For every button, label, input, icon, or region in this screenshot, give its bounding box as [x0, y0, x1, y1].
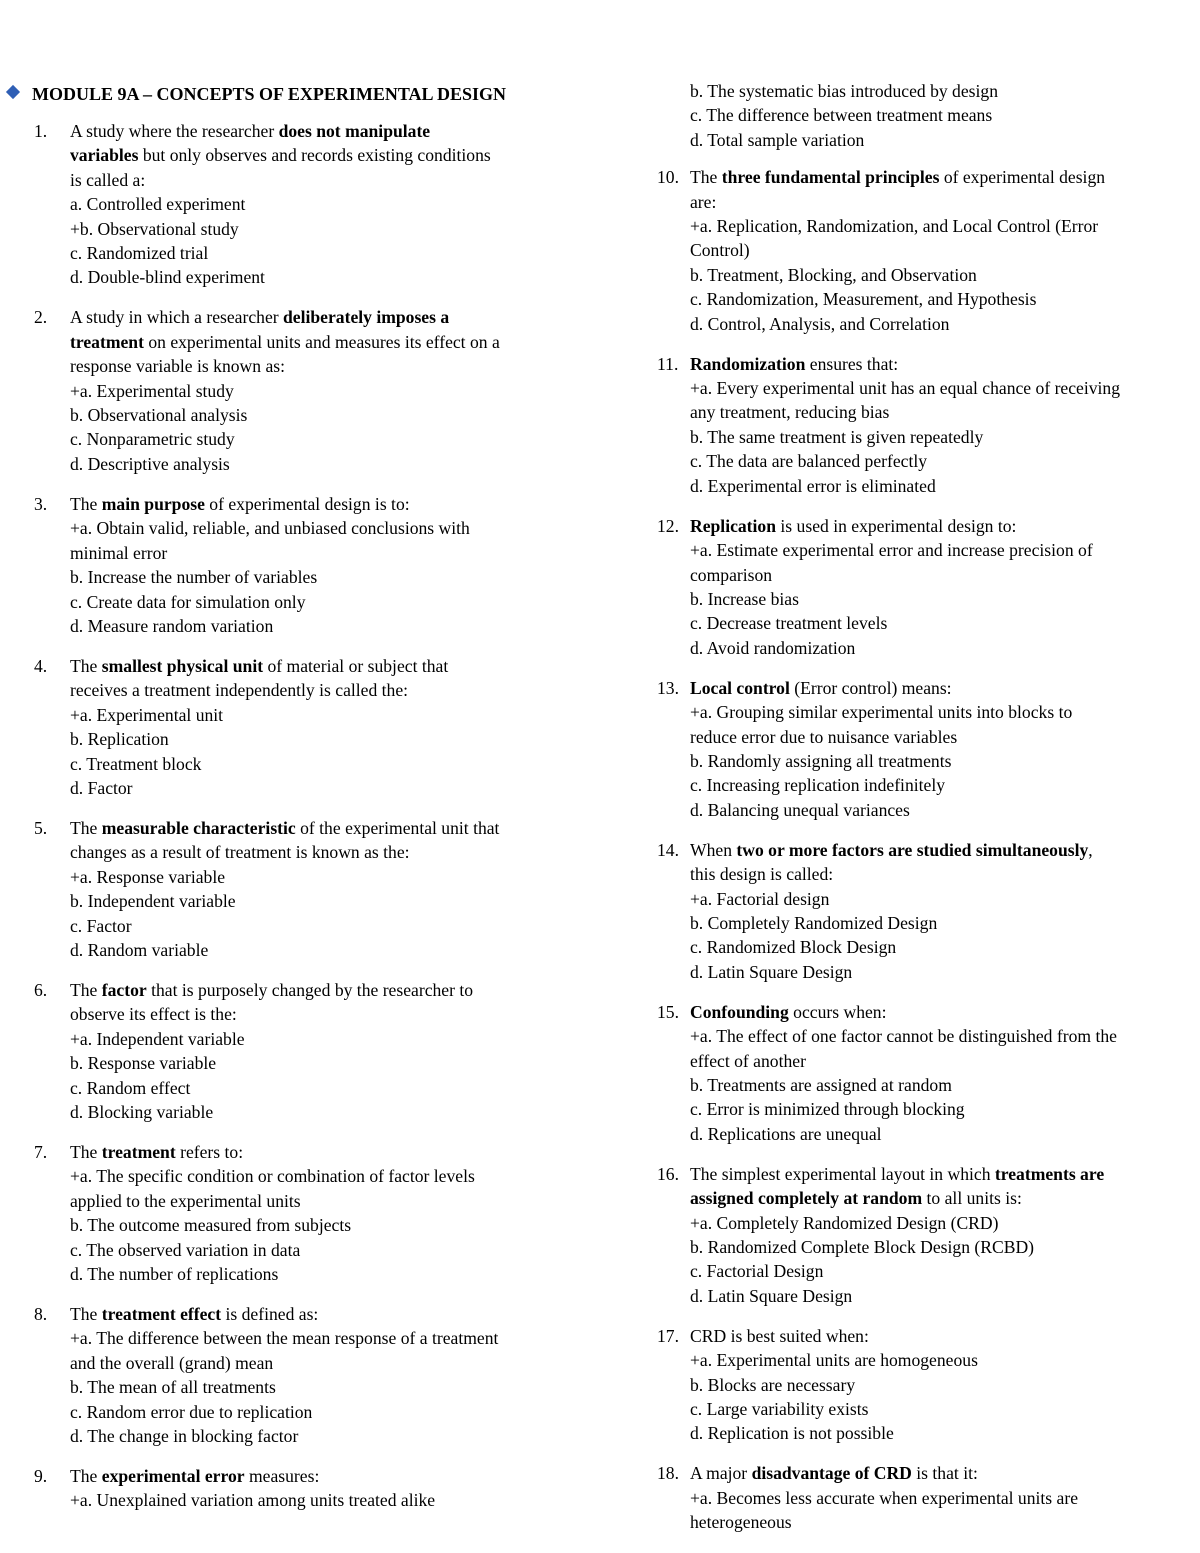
answer-option: +a. Obtain valid, reliable, and unbiased conclusions with: [70, 518, 470, 539]
left-column: [0, 79, 580, 1528]
question-text-bold: treatment: [70, 331, 144, 352]
question-text: The: [70, 979, 102, 1000]
answer-option: b. Blocks are necessary: [690, 1374, 856, 1395]
question-number: 7.: [34, 1142, 48, 1162]
question-number: 6.: [34, 979, 48, 1000]
answer-option: comparison: [690, 564, 773, 585]
answer-option: d. Replication is not possible: [690, 1423, 894, 1444]
answer-option: heterogeneous: [690, 1512, 792, 1533]
question-text-line: [70, 978, 580, 1002]
question-number: 12.: [657, 515, 679, 536]
answer-option: and the overall (grand) mean: [70, 1352, 274, 1373]
question-15: [620, 1000, 1195, 1146]
question-text: response variable is known as:: [70, 356, 285, 377]
answer-option: c. Create data for simulation only: [70, 591, 306, 612]
question-8: [0, 1302, 580, 1448]
answer-option: d. Total sample variation: [690, 129, 865, 150]
answer-option: +a. Replication, Randomization, and Local Control (Error: [690, 216, 1099, 237]
question-text-bold: main purpose: [101, 493, 205, 514]
module-heading: [0, 79, 580, 109]
question-text: The: [70, 493, 102, 514]
question-text-line: [690, 352, 1195, 376]
question-7: [0, 1140, 580, 1286]
answer-option: d. Random variable: [70, 939, 209, 960]
question-16: [620, 1162, 1195, 1308]
answer-option: +a. Experimental study: [70, 380, 234, 401]
answer-option: c. Decrease treatment levels: [690, 613, 888, 634]
answer-option: d. Avoid randomization: [690, 637, 856, 658]
answer-option: c. Nonparametric study: [70, 429, 235, 450]
answer-option: +a. The difference between the mean response of a treatment: [70, 1328, 499, 1349]
question-18: [620, 1461, 1195, 1534]
answer-option: +a. Independent variable: [70, 1028, 245, 1049]
question-number: 14.: [657, 839, 679, 860]
question-text: occurs when:: [788, 1001, 887, 1022]
question-text-line: [690, 676, 1195, 700]
answer-option: b. Independent variable: [70, 891, 236, 912]
question-text: on experimental units and measures its effect on a: [143, 331, 500, 352]
question-text: of experimental design is to:: [204, 493, 410, 514]
answer-option: +a. The effect of one factor cannot be distinguished from the: [690, 1026, 1117, 1047]
answer-option: c. Increasing replication indefinitely: [690, 775, 946, 796]
answer-option: b. Increase the number of variables: [70, 567, 318, 588]
question-9: [0, 1464, 580, 1513]
question-text-line: [690, 514, 1195, 538]
question-text-line: [690, 1162, 1195, 1186]
answer-option: c. Randomization, Measurement, and Hypothesis: [690, 289, 1037, 310]
question-text-bold: deliberately imposes a: [283, 307, 450, 328]
answer-option: reduce error due to nuisance variables: [690, 726, 958, 747]
answer-option: b. The same treatment is given repeatedly: [690, 426, 984, 447]
question-number: 17.: [657, 1325, 679, 1346]
question-text-line: [70, 492, 580, 516]
question-text-bold: three fundamental principles: [721, 167, 940, 188]
answer-option: c. The data are balanced perfectly: [690, 451, 928, 472]
answer-option: c. Random error due to replication: [70, 1401, 313, 1422]
question-text-line: [70, 143, 580, 167]
question-text-line: [690, 1186, 1195, 1210]
question-text-bold: measurable characteristic: [101, 817, 296, 838]
question-text: The: [690, 167, 722, 188]
answer-option: b. Completely Randomized Design: [690, 912, 938, 933]
question-text: When: [690, 839, 737, 860]
question-text-line: [690, 1000, 1195, 1024]
question-text-bold: treatments are: [994, 1163, 1105, 1184]
answer-option: +a. Response variable: [70, 866, 226, 887]
answer-option: d. Control, Analysis, and Correlation: [690, 313, 950, 334]
question-text: ensures that:: [805, 353, 899, 374]
question-number: 15.: [657, 1001, 679, 1022]
question-text: changes as a result of treatment is known as the:: [70, 842, 410, 863]
answer-option: +a. Every experimental unit has an equal chance of receiving: [690, 378, 1121, 399]
answer-option: b. Treatments are assigned at random: [690, 1075, 952, 1095]
answer-option: c. Large variability exists: [690, 1399, 869, 1420]
question-text-bold: variables: [70, 145, 139, 166]
answer-option: b. Increase bias: [690, 588, 799, 609]
question-number: 9.: [34, 1466, 48, 1487]
question-text: (Error control) means:: [789, 677, 952, 698]
question-number: 13.: [657, 677, 679, 698]
question-number: 16.: [657, 1163, 679, 1184]
answer-option: d. The change in blocking factor: [70, 1426, 299, 1447]
answer-option: b. Response variable: [70, 1053, 217, 1074]
left-question-list: [0, 119, 580, 1513]
question-text-bold: treatment effect: [101, 1304, 222, 1325]
question-3: [0, 492, 580, 638]
answer-option: d. Blocking variable: [70, 1102, 214, 1122]
answer-option: d. Measure random variation: [70, 615, 274, 636]
question-number: 3.: [34, 493, 48, 514]
answer-option: b. Randomized Complete Block Design (RCBD): [690, 1237, 1035, 1258]
answer-option: c. Factor: [70, 915, 132, 936]
question-text: The: [70, 655, 102, 676]
answer-option: +a. Experimental unit: [70, 704, 224, 725]
diamond-bullet-icon: [6, 85, 20, 99]
question-5: [0, 816, 580, 962]
answer-option: d. Double-blind experiment: [70, 267, 265, 288]
question-6: [0, 978, 580, 1124]
answer-option: d. Latin Square Design: [690, 1285, 853, 1306]
question-text-bold: factor: [101, 979, 147, 1000]
question-text-line: [70, 1302, 580, 1326]
question-text-line: [70, 168, 580, 192]
question-text-bold: two or more factors are studied simultaneously: [736, 839, 1089, 860]
answer-option: d. Balancing unequal variances: [690, 799, 910, 820]
answer-option: effect of another: [690, 1050, 806, 1071]
question-text: is that it:: [911, 1463, 978, 1484]
answer-option: c. Random effect: [70, 1077, 191, 1098]
question-text-line: [70, 816, 580, 840]
answer-option: +a. The specific condition or combination of factor levels: [70, 1166, 475, 1187]
question-text-line: [690, 190, 1195, 214]
answer-option: b. The systematic bias introduced by design: [690, 81, 998, 101]
question-text-bold: Randomization: [690, 353, 806, 374]
answer-option: c. The observed variation in data: [70, 1239, 301, 1260]
question-text-line: [70, 330, 580, 354]
question-text: ,: [1088, 839, 1093, 860]
question-13: [620, 676, 1195, 822]
question-text-line: [70, 1464, 580, 1488]
question-text-bold: experimental error: [101, 1466, 245, 1487]
question-text: of experimental design: [939, 167, 1106, 188]
answer-option: b. Treatment, Blocking, and Observation: [690, 264, 977, 285]
question-text-line: [690, 1461, 1195, 1485]
question-text: The simplest experimental layout in which: [690, 1163, 995, 1184]
question-text-bold: Local control: [690, 677, 790, 698]
question-text-bold: disadvantage of CRD: [751, 1463, 912, 1484]
question-text-bold: does not manipulate: [278, 121, 431, 141]
question-text: that is purposely changed by the researcher to: [146, 979, 474, 1000]
question-text: The: [70, 1466, 102, 1487]
question-text: is defined as:: [221, 1304, 319, 1325]
answer-option: c. Randomized Block Design: [690, 937, 897, 958]
question-text-line: [70, 354, 580, 378]
question-text: measures:: [244, 1466, 320, 1487]
answer-option: c. Randomized trial: [70, 243, 209, 264]
question-text-line: [70, 1002, 580, 1026]
question-text-line: [690, 165, 1195, 189]
question-text: The: [70, 817, 102, 838]
answer-option: b. Randomly assigning all treatments: [690, 750, 952, 771]
answer-option: d. Descriptive analysis: [70, 453, 230, 474]
right-column: [620, 79, 1195, 1550]
question-text-line: [690, 862, 1195, 886]
answer-option: b. The mean of all treatments: [70, 1377, 276, 1398]
question-text: The: [70, 1142, 102, 1162]
answer-option: minimal error: [70, 542, 168, 563]
answer-option: +a. Factorial design: [690, 888, 830, 909]
question-number: 11.: [657, 353, 679, 374]
question-10: [620, 165, 1195, 336]
question-text-bold: treatment: [101, 1142, 176, 1162]
question-text: CRD is best suited when:: [690, 1325, 869, 1346]
question-text-bold: Replication: [690, 515, 777, 536]
question-12: [620, 514, 1195, 660]
question-11: [620, 352, 1195, 498]
question-number: 2.: [34, 307, 48, 328]
question-number: 1.: [34, 121, 48, 141]
answer-option: applied to the experimental units: [70, 1190, 301, 1211]
answer-option: d. The number of replications: [70, 1264, 279, 1285]
answer-option: +a. Experimental units are homogeneous: [690, 1350, 978, 1371]
question-text-line: [70, 654, 580, 678]
question-17: [620, 1324, 1195, 1446]
question-number: 18.: [657, 1463, 679, 1484]
question-1: [0, 119, 580, 290]
question-text: observe its effect is the:: [70, 1004, 237, 1025]
answer-option: b. Replication: [70, 729, 169, 750]
question-text: A major: [690, 1463, 752, 1484]
answer-option: +a. Estimate experimental error and increase precision of: [690, 540, 1093, 561]
question-text-line: [70, 119, 580, 143]
question-text: this design is called:: [690, 864, 834, 885]
answer-option: a. Controlled experiment: [70, 194, 246, 215]
question-text: are:: [690, 191, 717, 212]
question-number: 10.: [657, 167, 679, 188]
answer-option: Control): [690, 240, 750, 261]
question-4: [0, 654, 580, 800]
question-text: refers to:: [175, 1142, 244, 1162]
question-text-line: [70, 840, 580, 864]
question-9-continuation: [620, 79, 1195, 152]
question-text: receives a treatment independently is called the:: [70, 680, 409, 701]
question-text: A study where the researcher: [70, 121, 279, 141]
question-text-bold: assigned completely at random: [690, 1188, 923, 1209]
question-text-line: [70, 1140, 580, 1164]
answer-option: +a. Becomes less accurate when experimental units are: [690, 1487, 1079, 1508]
question-text: A study in which a researcher: [70, 307, 284, 328]
question-text: to all units is:: [922, 1188, 1022, 1209]
question-text: but only observes and records existing conditions: [138, 145, 491, 166]
question-number: 5.: [34, 817, 48, 838]
answer-option: +a. Grouping similar experimental units into blocks to: [690, 702, 1073, 723]
question-text-bold: smallest physical unit: [101, 655, 264, 676]
question-text: is called a:: [70, 169, 146, 190]
answer-option: c. Treatment block: [70, 753, 202, 774]
answer-option: c. Factorial Design: [690, 1261, 824, 1282]
question-text-line: [70, 678, 580, 702]
answer-option: any treatment, reducing bias: [690, 402, 890, 423]
question-text-line: [70, 305, 580, 329]
question-text-line: [690, 1324, 1195, 1348]
question-text-line: [690, 838, 1195, 862]
answer-option: d. Latin Square Design: [690, 961, 853, 982]
question-number: 8.: [34, 1304, 48, 1325]
question-14: [620, 838, 1195, 984]
question-text: of material or subject that: [263, 655, 449, 676]
question-number: 4.: [34, 655, 48, 676]
answer-option: +b. Observational study: [70, 218, 239, 239]
answer-option: d. Replications are unequal: [690, 1123, 882, 1144]
answer-option: +a. Unexplained variation among units treated alike: [70, 1490, 436, 1511]
question-text: of the experimental unit that: [295, 817, 500, 838]
right-question-list: [620, 165, 1195, 1534]
answer-option: d. Factor: [70, 777, 133, 798]
question-text: is used in experimental design to:: [776, 515, 1017, 536]
answer-option: +a. Completely Randomized Design (CRD): [690, 1212, 999, 1233]
question-text: The: [70, 1304, 102, 1325]
question-text-bold: Confounding: [690, 1001, 789, 1022]
answer-option: c. Error is minimized through blocking: [690, 1099, 965, 1120]
module-title: MODULE 9A – CONCEPTS OF EXPERIMENTAL DESIGN: [32, 84, 507, 104]
question-2: [0, 305, 580, 476]
answer-option: b. Observational analysis: [70, 405, 248, 426]
answer-option: c. The difference between treatment means: [690, 105, 993, 126]
answer-option: d. Experimental error is eliminated: [690, 475, 936, 496]
answer-option: b. The outcome measured from subjects: [70, 1215, 352, 1236]
